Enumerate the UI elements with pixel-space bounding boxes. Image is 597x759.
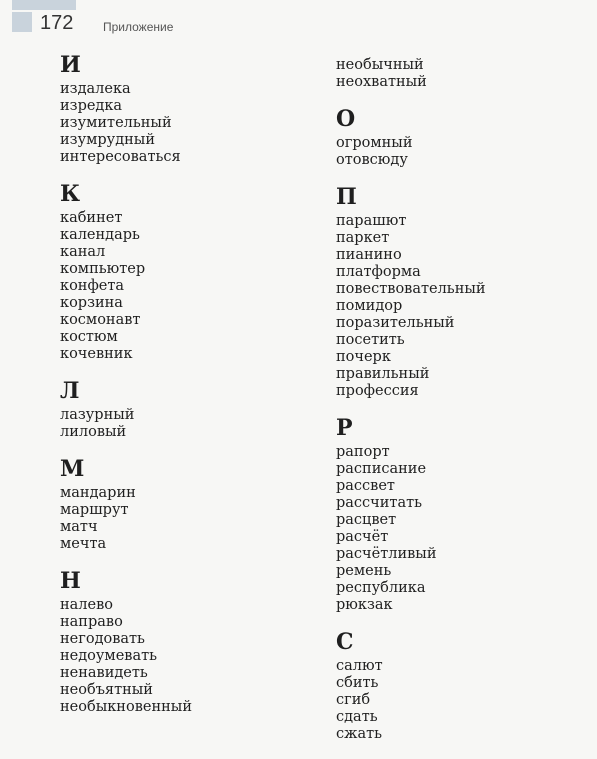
word-list	[60, 485, 192, 553]
word-entry: издалека	[60, 81, 131, 97]
word-entry: профессия	[336, 383, 419, 399]
word-list	[60, 81, 192, 166]
word-entry: сдать	[336, 709, 378, 725]
corner-decoration	[12, 0, 76, 10]
word-entry: конфета	[60, 278, 125, 294]
word-entry: республика	[336, 580, 426, 596]
word-entry: космонавт	[60, 312, 141, 328]
word-entry: парашют	[336, 213, 407, 229]
word-entry: расчёт	[336, 529, 389, 545]
letter-group	[60, 569, 192, 716]
word-entry: изумительный	[60, 115, 172, 131]
word-entry: расцвет	[336, 512, 397, 528]
word-entry: кочевник	[60, 346, 133, 362]
right-column	[336, 53, 486, 759]
word-entry: лиловый	[60, 424, 127, 440]
word-entry: помидор	[336, 298, 403, 314]
word-entry: рассвет	[336, 478, 395, 494]
letter-heading: О	[336, 106, 356, 132]
word-entry: посетить	[336, 332, 405, 348]
letter-heading: И	[60, 52, 81, 78]
word-entry: маршрут	[60, 502, 129, 518]
word-entry: рапорт	[336, 444, 390, 460]
word-list	[336, 135, 486, 169]
word-entry: недоумевать	[60, 648, 158, 664]
word-list	[60, 407, 192, 441]
word-entry: сгиб	[336, 692, 371, 708]
letter-group	[336, 107, 486, 169]
word-entry: поразительный	[336, 315, 455, 331]
word-entry: паркет	[336, 230, 390, 246]
word-entry: необычный	[336, 57, 424, 73]
letter-group	[336, 416, 486, 614]
word-entry: сбить	[336, 675, 379, 691]
word-entry: направо	[60, 614, 123, 630]
continued-word-group	[336, 57, 486, 91]
word-entry: платформа	[336, 264, 421, 280]
letter-heading: П	[336, 184, 357, 210]
letter-group	[60, 379, 192, 441]
word-entry: мандарин	[60, 485, 136, 501]
word-entry: рюкзак	[336, 597, 393, 613]
word-list	[60, 210, 192, 363]
letter-group	[336, 185, 486, 400]
word-entry: ненавидеть	[60, 665, 148, 681]
word-entry: пианино	[336, 247, 402, 263]
word-entry: почерк	[336, 349, 391, 365]
letter-heading: Л	[60, 378, 80, 404]
section-title: Приложение	[103, 20, 174, 34]
word-entry: корзина	[60, 295, 123, 311]
page-number: 172	[40, 12, 74, 34]
word-entry: повествовательный	[336, 281, 486, 297]
word-entry: интересоваться	[60, 149, 181, 165]
word-entry: расчётливый	[336, 546, 437, 562]
letter-group	[60, 53, 192, 166]
letter-heading: Н	[60, 568, 81, 594]
word-entry: изредка	[60, 98, 123, 114]
word-entry: огромный	[336, 135, 413, 151]
letter-heading: М	[60, 456, 85, 482]
letter-heading: С	[336, 629, 354, 655]
word-entry: неохватный	[336, 74, 427, 90]
word-entry: рассчитать	[336, 495, 423, 511]
word-list	[336, 444, 486, 614]
word-entry: календарь	[60, 227, 140, 243]
letter-heading: К	[60, 181, 81, 207]
word-list	[336, 213, 486, 400]
word-entry: кабинет	[60, 210, 123, 226]
letter-group	[60, 457, 192, 553]
word-entry: необыкновенный	[60, 699, 192, 715]
word-entry: негодовать	[60, 631, 145, 647]
word-entry: отовсюду	[336, 152, 408, 168]
word-entry: сжать	[336, 726, 383, 742]
letter-heading: Р	[336, 415, 353, 441]
word-entry: правильный	[336, 366, 430, 382]
word-list	[60, 597, 192, 716]
letter-group	[336, 630, 486, 743]
word-entry: костюм	[60, 329, 118, 345]
letter-group	[60, 182, 192, 363]
word-entry: налево	[60, 597, 113, 613]
word-entry: матч	[60, 519, 98, 535]
word-list	[336, 658, 486, 743]
word-entry: расписание	[336, 461, 427, 477]
word-entry: необъятный	[60, 682, 153, 698]
word-entry: лазурный	[60, 407, 135, 423]
word-entry: ремень	[336, 563, 392, 579]
word-entry: канал	[60, 244, 106, 260]
word-entry: изумрудный	[60, 132, 155, 148]
word-entry: салют	[336, 658, 383, 674]
word-entry: компьютер	[60, 261, 146, 277]
left-column	[60, 53, 192, 732]
page-marker-square	[12, 12, 32, 32]
word-entry: мечта	[60, 536, 107, 552]
